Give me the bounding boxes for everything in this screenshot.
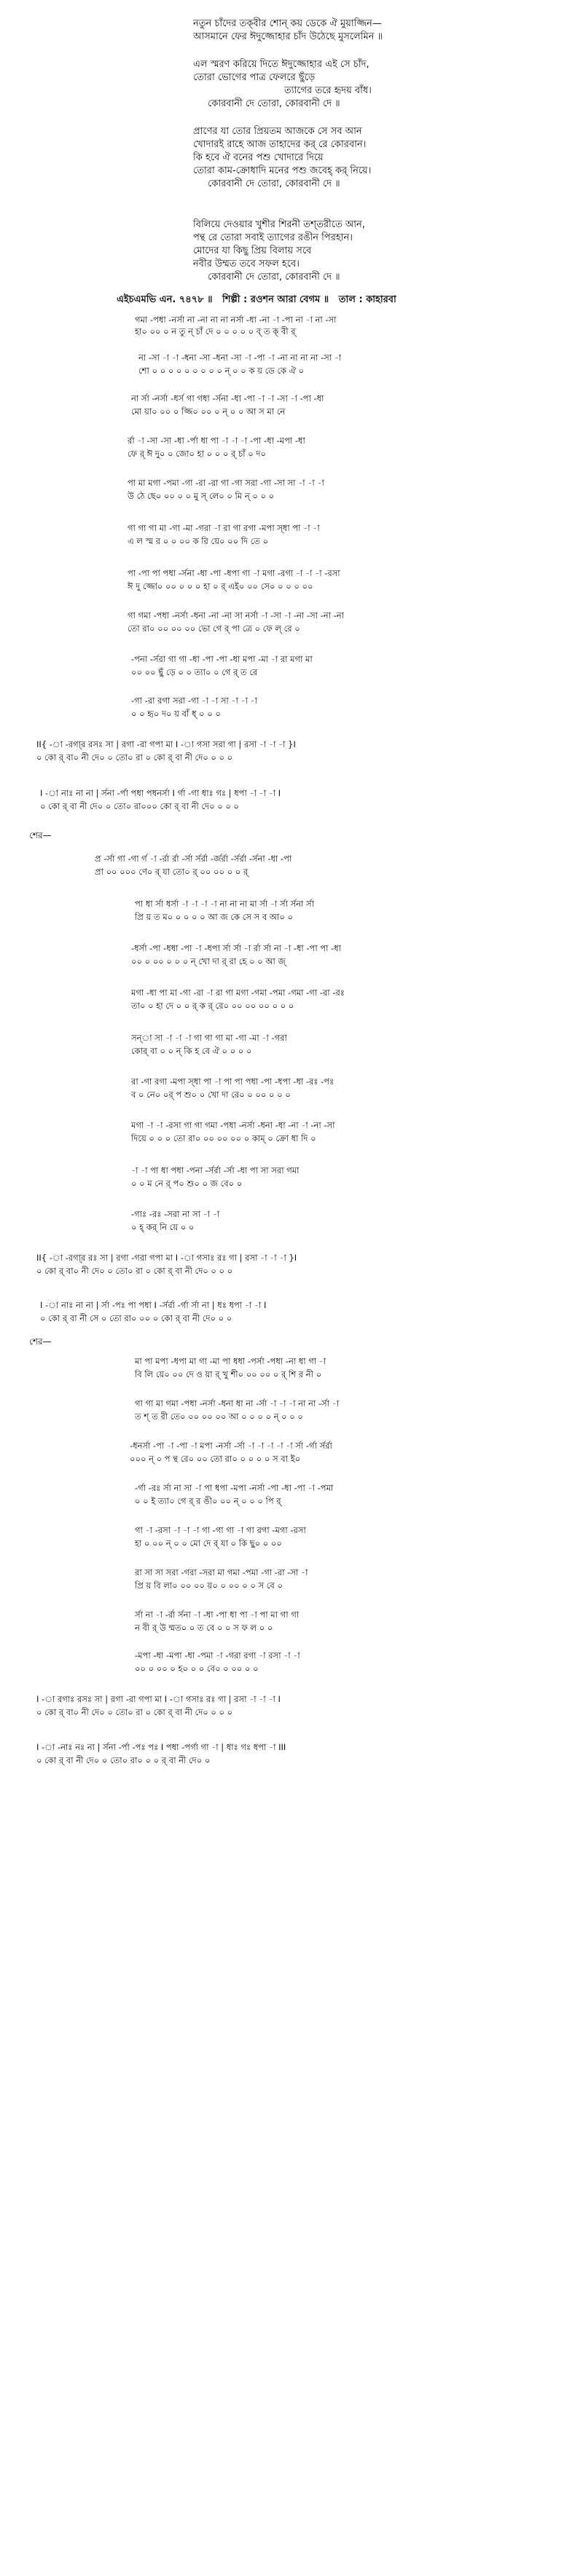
poem-line: বিলিয়ে দেওয়ার খুশীর শিরনী তশ্‌তরীতে আন, bbox=[193, 219, 365, 230]
bol-line: শো ০ ০ ০ ০ ০ ০ ০ ০ ০ ন্ ০ ০ ক য় ডে কে ঐ ০ bbox=[138, 366, 305, 376]
poem-line: পন্থ রে তোরা সবাই ত্যাগের রঙীন পিরহান। bbox=[193, 232, 353, 243]
swara-line: -মপা -ধা -মপা -ধা -পমা -া -গরা রগা -া রসা -া -া bbox=[135, 1650, 300, 1661]
bol-line: কোর্‌ বা ০ ০ ন্ কি হ বে ঐ ০ ০ ০ ০ bbox=[131, 1046, 252, 1056]
bol-line: ০ কো র্ বা নী দে০ ০ তো০ রা০ ০ ০ র্ বা নী দে০ ০ bbox=[36, 1755, 211, 1765]
bol-line: ঈ দু জ্জো০ ০০ ০ ০ ০ হা ০ র্ এই০ ০০ সে০ ০ ০ ০ ০০ bbox=[128, 581, 313, 591]
swara-line: র্রা -া -সা -সা -ধা -র্পা ধা পা -া -া -া -পা -ধা -মপা -ধা bbox=[128, 436, 305, 446]
swara-line: গা গা মা গমা -পধা -নর্সা -ধনা ধা না -র্সা -া -া -া না না -র্সা -া bbox=[135, 1398, 340, 1409]
swara-line: রা সা সা সরা -গরা -সরা মা গমা -পমা -গা -রা -সা -া bbox=[135, 1567, 308, 1577]
record-info: এইচএমভি এন. ৭৪৭৮ ॥ শিল্পী : রওশন আরা বেগম ॥ তাল : কাহারবা bbox=[117, 294, 396, 305]
poem-line: নবীর উম্মত তবে সফল হবে। bbox=[193, 259, 300, 269]
bol-line: তা০ ০ হা দে ০ ০ র্ ক র্ রে০ ০০ ০০ ০০ ০ ০ ০ bbox=[131, 1001, 294, 1011]
bol-line: ০ ০ ই ত্যা০ গে র্ র ঙী০ ০০ ন্ ০ ০ ০ পি র্ bbox=[135, 1496, 281, 1506]
bol-line: ন বী র্ উ ম্মত০ ০ ত বে ০ ০ স ফ ল ০ ০ bbox=[135, 1623, 273, 1633]
swara-line: -র্গা -রঃ র্সা না সা -া পা ধপা -মপা -নর্সা -পা -ধা -পা -া -পমা bbox=[135, 1483, 334, 1493]
poem-line: তোরা ভোগের পাত্র ফেলরে ছুঁড়ে bbox=[193, 72, 316, 83]
poem-line: কোরবানী দে তোরা, কোরবানী দে ॥ bbox=[208, 272, 340, 283]
swara-line: প্র -র্সা গা -গা র্গ -া -র্রা র্রা -র্সা র্সর্রা -র্জর্রা -র্সর্রা -র্সনা -ধা -পা bbox=[95, 854, 292, 864]
swara-line: মগা -া -া -রসা গা গা গমা -পধা -নর্সা -ধনা -ধা -না -া -না -সা bbox=[131, 1120, 335, 1130]
poem-line: কোরবানী দে তোরা, কোরবানী দে ॥ bbox=[208, 178, 340, 189]
bol-line: প্রা ০০ ০০০ ণে০ র্ যা তো০ র্ ০০ ০০ ০ ০ র্ bbox=[95, 867, 249, 877]
bol-line: তো রা০ ০০ ০০ ০০ ভো গে র্ পা ত্রে ০ ফে ল্ রে ০ bbox=[128, 623, 300, 634]
swara-line: II{ -া -রগা্র রঃ সা | রগা -গরা গপা মা I -া গসাঃ রঃ গা | রসা -া -া -া }I bbox=[36, 1253, 297, 1263]
bol-line: ০ ০ হৃ০ দ০ য় বাঁ ধ্ ০ ০ ০ bbox=[131, 709, 221, 719]
swara-line: গমা -পধা -নর্সা না -না না না নর্সা -ধা -না -া -পা না -া না -সা bbox=[135, 315, 337, 325]
bol-line: ০০০ ন্ ০ প ন্থ রে০ ০০ তো রা০ ০ ০ ০ ০ স বা ই০ bbox=[130, 1454, 301, 1464]
poem-line: এল স্মরণ করিয়ে দিতে ঈদুজ্জোহার এই সে চাঁদ, bbox=[193, 59, 369, 70]
swara-line: -পনা -র্সরা গা গা -ধা -পা -পা -ধা মপা -মা -া রা মগা মা bbox=[131, 654, 313, 664]
bol-line: ত শ্ ত রী তে০ ০০ ০০ ০০ আ ০ ০ ০ ০ ন্ ০ ০ ০ bbox=[135, 1411, 303, 1422]
bol-line: মো য়া০ ০০ ০ জ্জি০ ০০ ০ ন্ ০ ০ আ স মা নে bbox=[131, 406, 286, 417]
swara-line: সন্‌া সা -া -া -া গা গা গা মা -গা -মা -া -গরা bbox=[131, 1033, 287, 1043]
bol-line: হা ০ ০০ ন্ ০ ০ মো দে র্ যা ০ কি ছু০ ০ ০০ bbox=[135, 1538, 282, 1548]
bol-line: এ ল স্ম র ০ ০ ০০ ক রি য়ে০ ০০ দি তে ০ bbox=[128, 536, 269, 546]
bol-line: ০০ ০০ ছুঁ ড়ে ০ ০ ত্যা০ ০ গে র্ ত রে bbox=[131, 667, 258, 677]
bol-line: ০ কো র্ বা০ নী দে০ ০ তো০ রা ০ কো র্ বা নী দে০ ০ ০ ০ bbox=[36, 1266, 233, 1276]
bol-line: ০ ০ ম নে র্ প০ শু০ ০ জ বে০ ০ bbox=[131, 1178, 243, 1189]
section-label-sher: শের— bbox=[29, 1336, 52, 1347]
poem-line: কোরবানী দে তোরা, কোরবানী দে ॥ bbox=[208, 98, 340, 109]
bol-line: উ ঠে ছে০ ০০ ০ ০ মু স্ লে০ ০ মি ন্ ০ ০ ০ bbox=[128, 491, 275, 501]
poem-line: প্রাণের যা তোর প্রিয়তম আজকে সে সব আন bbox=[193, 126, 362, 137]
bol-line: ০ কো র্ বা০ নী দে০ ০ তো০ রা ০ কো র্ বা নী দে০ ০ ০ ০ bbox=[36, 752, 233, 763]
poem-line: মোদের যা কিছু প্রিয় বিলায় সবে bbox=[193, 245, 312, 256]
poem-line: তোরা কাম-ক্রোধাদি মনের পশু জবেহ্ কর্‌ নিয়ে। bbox=[193, 165, 372, 176]
poem-line: ত্যাগের তরে হৃদয় বাঁধ। bbox=[284, 85, 372, 96]
bol-line: ব ০ নে০ ০র্ প শু০ ০ খো দা রে০ ০ ০০ ০ ০ ০ bbox=[131, 1090, 291, 1100]
swara-line: গা -া -রসা -া -া -া গা -গা গা -া গা রগা -মগা -রসা bbox=[135, 1525, 306, 1535]
poem-line: নতুন চাঁদের তক্‌বীর শোন্ কয় ডেকে ঐ মুয়াজ্জিন— bbox=[193, 18, 382, 29]
bol-line: ০০ ০ ০০ ০ ০ ০ ন্ খো দা র্ রা হে ০ ০ আ জ্ bbox=[131, 956, 286, 966]
swara-line: -ধনর্সা -পা -া -পা -া মপা -নর্সা -র্সা -া -া -া -া -া র্সা -র্গা র্সর্রা bbox=[130, 1441, 332, 1451]
swara-line: I -া নাঃ না না | র্সা -পঃ পা পধা I -র্সর্রা -র্গা র্সা না | ধঃ ধপা -া -া I bbox=[40, 1300, 267, 1310]
bol-line: ০০ ০ ০০ ০ হ০ ০ ০ বে০ ০ ০০ ০ ০ bbox=[135, 1663, 259, 1674]
swara-line: র্সা না -া -র্রা র্সনা -া -ধা -পা ধা পা -া পা মা গা গা bbox=[135, 1610, 300, 1620]
bol-line: দিয়ে ০ ০ ০ তো রা০ ০০ ০০ ০০ ০ কাম্‌ ০ ক্রো ধা দি ০ bbox=[131, 1133, 316, 1143]
bol-line: বি লি য়ে০ ০০ দে ও য়া র্ খু শী০ ০০ ০০ ০ র্ শি র নী ০ bbox=[135, 1369, 322, 1379]
swara-line: -ধর্সা -পা -ধধা -পা -া -ধপা র্সা র্সা -া র্রা র্সা না -া -ধা -পা পা -ধা bbox=[131, 943, 342, 953]
swara-line: রা -গা রগা -মপা স্ধা পা -া পা পা পধা -পা -ধপা -ধা -রঃ -পঃ bbox=[131, 1076, 334, 1087]
swara-line: -া -া পা ধা পধা -পনা -র্সর্রা -র্সা -ধা পা সা সরা গমা bbox=[131, 1165, 300, 1175]
poem-line: আসমানে ফের ঈদুজ্জোহার চাঁদ উঠেছে মুসলেমিন ॥ bbox=[193, 31, 383, 42]
swara-line: -গাঃ -রঃ -সরা না সা -া -া bbox=[131, 1209, 220, 1219]
swara-line: I -া -নাঃ নঃ না | র্সনা -র্পা -পঃ পঃ I পধা -পর্গা গা -া | ধাঃ গঃ ধপা -া III bbox=[36, 1742, 286, 1752]
swara-line: পা -পা পা পধা -র্সনা -ধা -পা -ধপা গা -া মগা -রগা -া -া -া -রসা bbox=[128, 568, 340, 578]
bol-line: ফে র্ ঈ দু০ ০ জো০ হা ০ ০ ০ র্ চাঁ ০ দ০ bbox=[128, 449, 266, 459]
swara-line: না র্সা -নর্সা -ধর্স গা গধা -র্সনা -ধা -পা -া -া -সা -া -পা -ধা bbox=[131, 393, 324, 403]
bol-line: প্রি য় ত ম০ ০ ০ ০ ০ আ জ কে সে স ব আ০ ০ bbox=[135, 912, 293, 922]
swara-line: গা গমা -পধা -নর্সা -ধনা -না -না সা নর্সা -া -সা -া -না -সা -না -না bbox=[128, 610, 345, 621]
swara-line: I -া রগাঃ রসঃ সা | রগা -রা গপা মা I -া গসাঃ রঃ গা | রসা -া -া -া I bbox=[36, 1694, 281, 1704]
swara-line: -গা -রা রগা সরা -গা -া -া সা -া -া -া bbox=[131, 696, 258, 706]
swara-line: পা ধা র্সা ধর্সা -া -া -া -া না না না মা র্সা -া র্সা র্সনা র্সা bbox=[135, 899, 314, 909]
bol-line: হা০ ০০ ০ ন তু ন্ চাঁ দে ০ ০ ০ ০ ০ ব্ ত ক্ বী র্ bbox=[135, 326, 296, 336]
bol-line: ০ কো র্ বা নী দে০ ০ তো০ রা০০০ কো র্ বা নী দে০ ০ ০ ০ bbox=[40, 801, 239, 811]
bol-line: প্রি য় বি লা০ ০০ ০০ য়০ ০ ০০ ০ ০ স বে ০ bbox=[135, 1580, 283, 1591]
swara-line: II{ -া -রগা্র রসঃ সা | রগা -রা গপা মা I -া গসা সরা গা | রসা -া -া -া }I bbox=[36, 739, 296, 749]
swara-line: গা গা গা মা -গা -মা -গরা -া রা গা রগা -মপা স্ধা পা -া -া bbox=[128, 523, 320, 533]
swara-line: পা মা মগা -পমা -গা -রা -রা গা -গা সরা -গা -সা সা -া -া -া bbox=[128, 478, 324, 488]
swara-line: মা পা মপা -ধপা মা গা -মা পা ধধা -পর্সা -পধা -না ধা গা -া bbox=[135, 1356, 326, 1366]
poem-line: খোদারই রাহে আজ তাহাদের কর্‌ রে কোরবান। bbox=[193, 139, 367, 150]
bol-line: ০ কো র্ বা নী সে ০ তো রা০ ০০ ০ কো র্ বা নী দে০ ০ ০ bbox=[40, 1313, 232, 1323]
swara-line: না -সা -া -া -ধনা -সা -ধনা -সা -া -পা -া -না না না না -সা -া bbox=[138, 352, 342, 363]
swara-line: মগা -ধা পা মা -গা -রা -া রা গা মগা -গমা -পমা -গমা -গা -রা -রঃ bbox=[131, 988, 345, 998]
section-label-sher: শের— bbox=[29, 830, 52, 840]
bol-line: ০ কো র্ বা০ নী দে০ ০ তো০ রা ০ কো র্ বা নী দে০ ০ ০ ০ bbox=[36, 1707, 233, 1717]
swara-line: I -া নাঃ না না | র্সনা -র্পা পধা পধনর্সা I র্গা -গা ধাঃ গঃ | ধপা -া -া -া I bbox=[40, 788, 281, 798]
poem-line: কি হবে ঐ বনের পশু খোদারে দিয়ে bbox=[193, 152, 324, 163]
bol-line: ০ হ্ কর্‌ নি য়ে ০ ০ bbox=[131, 1222, 195, 1232]
